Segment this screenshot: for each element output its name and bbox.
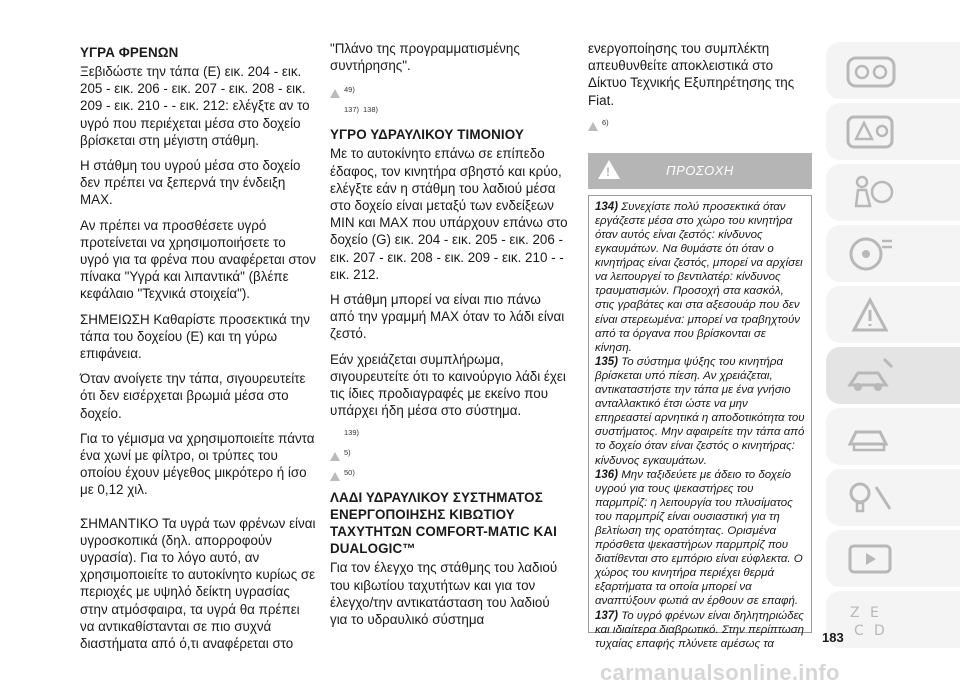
reference-number: 138) <box>363 105 379 115</box>
car-dashboard-icon <box>844 50 898 92</box>
leaf-icon <box>588 122 598 131</box>
tab-driving[interactable] <box>826 225 960 282</box>
warning-number: 134) <box>595 200 619 213</box>
tab-technical-data[interactable] <box>826 408 960 465</box>
reference-number: 139) <box>344 428 360 438</box>
warning-title: ΠΡΟΣΟΧΗ <box>666 163 734 179</box>
warning-text: Το σύστημα ψύξης του κινητήρα βρίσκεται υπό πίεση. Αν χρειάζεται, αντικαταστήστε την τάπα με ένα γνήσιο ανταλλακτικό έτσι ώστε να μην επηρεαστεί αρνητικά η αποδοτικότητα του συστήματος. Μην αφαιρείτε την τάπα από το δοχείο όταν είναι ζεστός ο κινητήρας: κίνδυνος εγκαυμάτων. <box>595 355 805 467</box>
paragraph: Η στάθμη του υγρού μέσα στο δοχείο δεν πρέπει να ξεπερνά την ένδειξη MAX. <box>80 158 301 208</box>
column-right <box>588 40 812 650</box>
tab-emergency[interactable] <box>826 286 960 343</box>
paragraph: Για τον έλεγχο της στάθμης του λαδιού του κιβωτίου ταχυτήτων και για τον έλεγχο/την αντικατάσταση του λαδιού για το υδραυλικό σύστημα <box>330 560 558 628</box>
paragraph: Για το γέμισμα να χρησιμοποιείτε πάντα ένα χωνί με φίλτρο, οι τρύπες του οποίου έχουν μέγεθος μικρότερο ή ίσο με 0,12 χιλ. <box>80 430 315 498</box>
paragraph: Αν πρέπει να προσθέσετε υγρό προτείνεται να χρησιμοποιήσετε το υγρό για τα φρένα που αναφέρεται στον πίνακα "Υγρά και λιπαντικά" (βλέπε κεφάλαιο "Τεχνικά στοιχεία"). <box>80 217 316 302</box>
warning-item <box>595 468 805 609</box>
tab-safety[interactable] <box>826 164 960 221</box>
warning-reference[interactable] <box>330 84 568 98</box>
paragraph: Όταν ανοίγετε την τάπα, σιγουρευτείτε ότι δεν εισέρχεται βρωμιά μέσα στο δοχείο. <box>80 371 306 421</box>
airbag-icon <box>844 172 898 214</box>
index-letters-icon <box>844 599 898 641</box>
caution-reference[interactable] <box>330 427 568 441</box>
paragraph: ΣΗΜΕΙΩΣΗ Καθαρίστε προσεκτικά την τάπα του δοχείου (E) και τη γύρω επιφάνεια. <box>80 311 310 362</box>
media-icon <box>844 538 898 580</box>
column-left <box>80 40 316 660</box>
reference-number: 49) <box>344 85 355 95</box>
warning-triangle-icon <box>330 472 340 481</box>
paragraph: Ξεβιδώστε την τάπα (E) εικ. 204 - εικ. 205 - εικ. 206 - εικ. 207 - εικ. 208 - εικ. 209 - εικ. 210 - - εικ. 212: ελέγξτε αν το υγρό που περιέχεται μέσα στο δοχείο βρίσκεται στη μέγιστη στάθμη. <box>80 64 310 148</box>
paragraph: "Πλάνο της προγραμματισμένης συντήρησης". <box>330 41 520 74</box>
paragraph: Με το αυτοκίνητο επάνω σε επίπεδο έδαφος, τον κινητήρα σβηστό και κρύο, ελέγξτε εάν η στάθμη του λαδιού μέσα στο δοχείο είναι μεταξύ των ενδείξεων MIN και MAX που υπάρχουν επάνω στο δοχείο (G) εικ. 204 - εικ. 205 - εικ. 206 - εικ. 207 - εικ. 208 - εικ. 209 - εικ. 210 - - εικ. 212. <box>330 146 568 282</box>
bulb-key-icon <box>844 477 898 519</box>
warning-reference[interactable] <box>330 467 568 481</box>
caution-reference[interactable] <box>330 104 568 118</box>
column-middle <box>330 40 568 636</box>
section-heading-gearbox-oil: ΛΑΔΙ ΥΔΡΑΥΛΙΚΟΥ ΣΥΣΤΗΜΑΤΟΣ ΕΝΕΡΓΟΠΟΙΗΣΗΣ ΚΙΒΩΤΙΟΥ ΤΑΧΥΤΗΤΩΝ COMFORT-MATIC ΚΑΙ DUALOGIC™ <box>330 490 557 557</box>
warning-text: Συνεχίστε πολύ προσεκτικά όταν εργάζεστε μέσα στο χώρο του κινητήρα όταν αυτός είναι ζεστός: κίνδυνος εγκαυμάτων. Να θυμάστε ότι όταν ο κινητήρας είναι ζεστός, μπορεί να αρχίσει να λειτουργεί το βεντιλατέρ: κίνδυνος τραυματισμών. Προσοχή στα κασκόλ, στις γραβάτες και στα αξεσουάρ που δεν είναι στερεωμένα: μπορεί να τραβηχτούν από τα όργανα που βρίσκονται σε κίνηση. <box>595 200 803 354</box>
paragraph: Η στάθμη μπορεί να είναι πιο πάνω από την γραμμή MAX όταν το λάδι είναι ζεστό. <box>330 292 565 342</box>
tab-maintenance[interactable] <box>826 347 960 404</box>
warning-text: Μην ταξιδεύετε με άδειο το δοχείο υγρού για τους ψεκαστήρες του παρμπρίζ: η λειτουργία του πλυσίματος του παρμπρίζ είναι ουσιαστική για τη βελτίωση της ορατότητας. Ορισμένα πρόσθετα ψεκαστήρων παρμπρίζ που διατίθενται στο εμπόριο είναι εύφλεκτα. Ο χώρος του κινητήρα περιέχει θερμά εξαρτήματα τα οποία μπορεί να αναπτύξουν φωτιά αν έρθουν σε επαφή. <box>595 468 803 608</box>
svg-text:D: D <box>874 622 885 639</box>
tab-warning-lights[interactable] <box>826 103 960 160</box>
warning-triangle-icon <box>598 160 620 179</box>
leaf-icon <box>330 452 340 461</box>
wrench-car-icon <box>844 355 898 397</box>
section-heading-power-steering: ΥΓΡΟ ΥΔΡΑΥΛΙΚΟΥ ΤΙΜΟΝΙΟΥ <box>330 127 524 143</box>
tab-multimedia[interactable] <box>826 530 960 587</box>
reference-number: 50) <box>344 468 355 478</box>
reference-number: 6) <box>602 117 609 127</box>
paragraph: Εάν χρειάζεται συμπλήρωμα, σιγουρευτείτε ότι το καινούργιο λάδι έχει τις ίδιες προδιαγραφές με εκείνο που υπάρχει ήδη μέσα στο σύστημα. <box>330 351 566 419</box>
tab-dashboard[interactable] <box>826 42 960 99</box>
reference-number: 137) <box>344 105 360 115</box>
reference-number: 5) <box>344 448 351 458</box>
paragraph: ενεργοποίησης του συμπλέκτη απευθυνθείτε αποκλειστικά στο Δίκτυο Τεχνικής Εξυπηρέτησης της Fiat. <box>588 41 795 108</box>
tab-index[interactable] <box>826 591 960 648</box>
warning-number: 135) <box>595 355 619 368</box>
svg-text:Z: Z <box>850 604 860 621</box>
warning-item <box>595 355 805 468</box>
warning-number: 136) <box>595 468 619 481</box>
warning-triangle-icon <box>330 89 340 98</box>
warning-item <box>595 200 805 355</box>
warning-box-header <box>588 153 812 189</box>
svg-text:E: E <box>870 604 879 621</box>
watermark[interactable]: carmanualsonline.info <box>600 660 840 685</box>
environment-reference[interactable] <box>330 447 568 461</box>
svg-text:C: C <box>854 622 864 639</box>
warning-item <box>595 609 805 651</box>
steering-wheel-icon <box>844 233 898 275</box>
warning-text: Το υγρό φρένων είναι δηλητηριώδες και ιδιαίτερα διαβρωτικό. Στην περίπτωση τυχαίας επαφής πλύνετε αμέσως τα <box>595 609 805 650</box>
warning-triangle-icon <box>844 294 898 336</box>
warning-box-body <box>588 195 812 650</box>
page-number: 183 <box>822 630 844 645</box>
car-service-icon <box>844 416 898 458</box>
section-heading-brake-fluid: ΥΓΡΑ ΦΡΕΝΩΝ <box>80 45 179 60</box>
paragraph: ΣΗΜΑΝΤΙΚΟ Τα υγρά των φρένων είναι υγροσκοπικά (δηλ. απορροφούν υγρασία). Για το λόγο αυτό, αν χρησιμοποιείτε το αυτοκίνητο κυρίως σε περιοχές με υψηλό δείκτη υγρασίας στην ατμόσφαιρα, τα υγρά θα πρέπει να αντικαθίστανται σε πιο συχνά διαστήματα από ό,τι αναφέρεται στο <box>80 515 316 652</box>
chapter-tab-strip <box>826 42 960 652</box>
environment-reference[interactable] <box>588 117 812 131</box>
tab-accessories[interactable] <box>826 469 960 526</box>
warning-number: 137) <box>595 609 619 622</box>
warning-lights-icon <box>844 111 898 153</box>
